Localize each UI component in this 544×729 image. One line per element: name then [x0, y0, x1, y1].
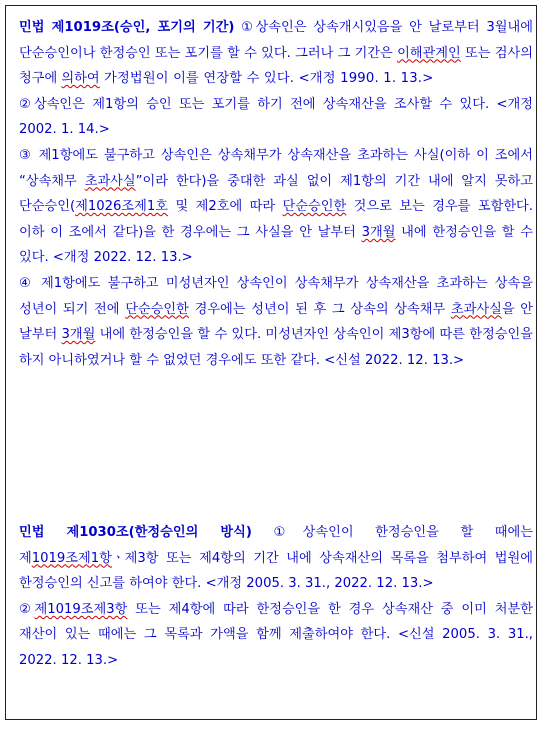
text-segment: ”이라 한다)을 중대한 과실 없이 제1항의 기간 내에 알지 못하고 단순승인( — [19, 173, 533, 215]
text-segment: ② — [19, 601, 35, 617]
text-segment: 것으로 보는 경우를 포함한다. 이하 이 조에서 같다)을 한 경우에는 그 사실을 안 날부터 — [19, 199, 533, 240]
text-segment: 내에 한정승인을 할 수 있다. <개정 2022. 12. 13.> — [19, 224, 533, 266]
article-1030-paragraph-1 — [19, 520, 533, 597]
article-1019-paragraph-2: ②상속인은 제1항의 승인 또는 포기를 하기 전에 상속재산을 조사할 수 있다. <개정 2002. 1. 14.> — [19, 96, 533, 138]
spellcheck-underlined-text: 1019조제1항 — [31, 550, 112, 566]
article-1019-paragraph-4 — [19, 271, 533, 373]
document-frame — [5, 5, 537, 720]
article-1019-heading: 민법 제1019조(승인, 포기의 기간) — [19, 20, 235, 35]
spellcheck-underlined-text: 이해관계인 — [397, 45, 461, 61]
spellcheck-underlined-text: 3개월 — [361, 224, 396, 240]
article-1030-paragraph-2 — [19, 597, 533, 674]
text-segment: 가정법원이 이를 연장할 수 있다. <개정 1990. 1. 13.> — [99, 71, 434, 87]
article-1030 — [19, 520, 533, 674]
text-segment: ①상속인이 한정승인을 할 때에는 제 — [19, 525, 533, 566]
text-segment: 또는 검사의 청구에 — [19, 45, 533, 87]
text-segment: ④ 제1항에도 불구하고 미성년자인 상속인이 상속채무가 상속재산을 초과하는 상속을 성년이 되기 전에 — [19, 275, 533, 317]
article-1019 — [19, 15, 533, 373]
text-segment: 또는 제4항에 따라 한정승인을 한 경우 상속재산 중 이미 처분한 재산이 있는 때에는 그 목록과 가액을 함께 제출하여야 한다. <신설 2005. 3. 31., 2022. 12. 13.> — [19, 601, 533, 668]
spellcheck-underlined-text: 의하여 — [61, 71, 100, 87]
text-segment: ㆍ제3항 또는 제4항의 기간 내에 상속재산의 목록을 첨부하여 법원에 한정승인의 신고를 하여야 한다. <개정 2005. 3. 31., 2022. 12. 13.> — [19, 550, 533, 592]
spellcheck-underlined-text: 초과사실 — [84, 173, 136, 189]
text-segment: 경우에는 성년이 된 후 그 상속의 상속채무 — [188, 301, 451, 317]
text-segment: ①상속인은 상속개시있음을 안 날로부터 3월내에 단순승인이나 한정승인 또는 포기를 할 수 있다. 그러나 그 기간은 — [19, 20, 533, 61]
spellcheck-underlined-text: 3개월 — [61, 327, 96, 343]
article-1019-paragraph-1 — [19, 15, 533, 92]
spellcheck-underlined-text: 단순승인한 — [282, 199, 347, 215]
text-segment: 을 안 날부터 — [19, 301, 533, 343]
article-1019-paragraph-3 — [19, 143, 533, 271]
spellcheck-underlined-text: 단순승인한 — [125, 301, 189, 317]
text-segment: 내에 한정승인을 할 수 있다. 미성년자인 상속인이 제3항에 따른 한정승인을 하지 아니하였거나 할 수 없었던 경우에도 또한 같다. <신설 2022. 12. 13.> — [19, 327, 533, 368]
spellcheck-underlined-text: 초과사실 — [450, 301, 502, 317]
text-segment: 및 제2호에 따라 — [168, 199, 283, 215]
text-segment: ③ 제1항에도 불구하고 상속인은 상속채무가 상속재산을 초과하는 사실(이하 이 조에서 “상속채무 — [19, 147, 533, 189]
spellcheck-underlined-text: 제1019조제3항 — [34, 601, 128, 617]
spellcheck-underlined-text: 제1026조제1호 — [75, 199, 169, 215]
article-1030-heading: 민법 제1030조(한정승인의 방식) — [19, 525, 252, 540]
